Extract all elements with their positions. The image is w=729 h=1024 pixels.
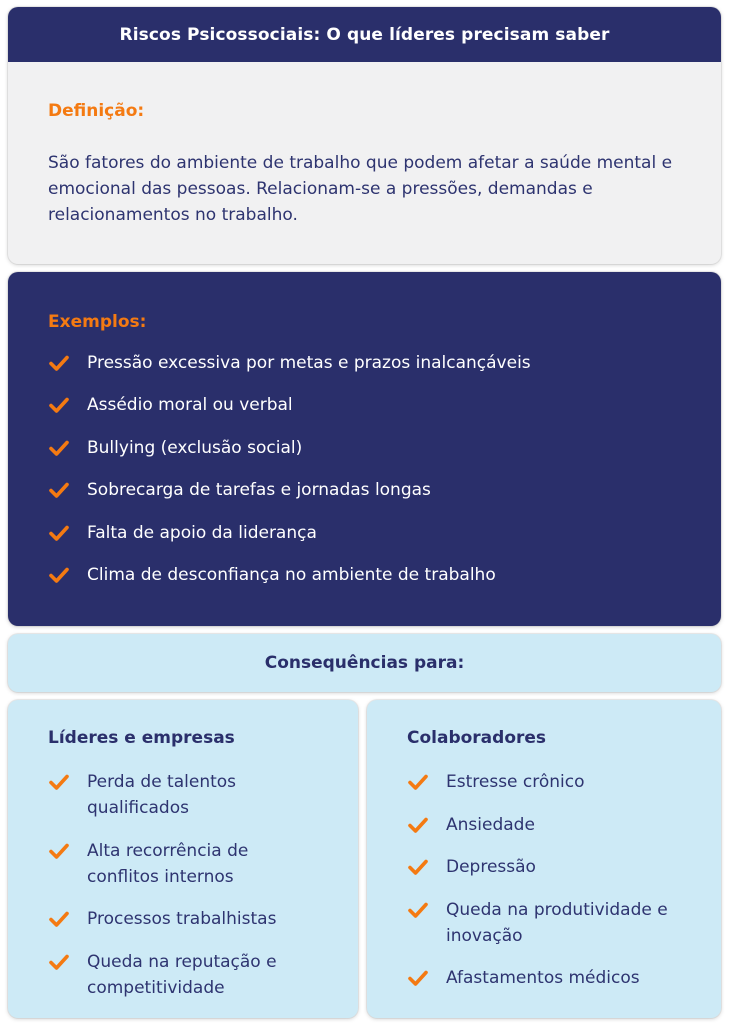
list-item <box>407 965 696 991</box>
consequences-title: Consequências para: <box>264 653 465 673</box>
leaders-item-label: Perda de talentos qualificados <box>87 772 237 818</box>
check-icon <box>407 899 429 921</box>
check-icon <box>48 564 70 586</box>
definition-title: Definição: <box>48 101 145 121</box>
list-item <box>48 769 287 821</box>
collaborators-item-label: Ansiedade <box>446 815 535 835</box>
leaders-card <box>8 700 358 1018</box>
list-item <box>48 352 531 374</box>
leaders-item-label: Processos trabalhistas <box>87 909 277 929</box>
example-label: Assédio moral ou verbal <box>87 395 293 415</box>
check-icon <box>407 814 429 836</box>
list-item <box>48 522 317 544</box>
consequences-header <box>8 634 721 692</box>
check-icon <box>48 394 70 416</box>
collaborators-item-label: Queda na produtividade e inovação <box>446 900 668 946</box>
example-label: Sobrecarga de tarefas e jornadas longas <box>87 480 431 500</box>
leaders-item-label: Alta recorrência de conflitos internos <box>87 841 249 887</box>
check-icon <box>48 479 70 501</box>
check-icon <box>48 352 70 374</box>
check-icon <box>48 908 70 930</box>
leaders-title: Líderes e empresas <box>48 728 235 748</box>
list-item <box>48 949 287 1001</box>
list-item <box>48 437 302 459</box>
page-title: Riscos Psicossociais: O que líderes precisam saber <box>8 7 721 62</box>
collaborators-title: Colaboradores <box>407 728 547 748</box>
list-item <box>407 769 696 795</box>
definition-text: São fatores do ambiente de trabalho que podem afetar a saúde mental e emocional das pessoas. Relacionam-se a pressões, demandas e relacionamentos no trabalho. <box>48 153 673 225</box>
example-label: Bullying (exclusão social) <box>87 438 303 458</box>
collaborators-item-label: Afastamentos médicos <box>446 968 640 988</box>
collaborators-item-label: Depressão <box>446 857 536 877</box>
examples-title: Exemplos: <box>48 312 147 332</box>
list-item <box>48 479 431 501</box>
leaders-item-label: Queda na reputação e competitividade <box>87 952 277 998</box>
check-icon <box>407 967 429 989</box>
check-icon <box>407 771 429 793</box>
collaborators-card <box>367 700 721 1018</box>
examples-card <box>8 272 721 626</box>
collaborators-item-label: Estresse crônico <box>446 772 585 792</box>
check-icon <box>48 840 70 862</box>
check-icon <box>48 951 70 973</box>
example-label: Pressão excessiva por metas e prazos inalcançáveis <box>87 353 531 373</box>
list-item <box>407 854 696 880</box>
check-icon <box>407 856 429 878</box>
check-icon <box>48 437 70 459</box>
example-label: Clima de desconfiança no ambiente de trabalho <box>87 565 496 585</box>
list-item <box>407 812 696 838</box>
list-item <box>407 897 696 949</box>
list-item <box>48 838 287 890</box>
check-icon <box>48 522 70 544</box>
list-item <box>48 394 293 416</box>
list-item <box>48 564 496 586</box>
list-item <box>48 906 327 932</box>
definition-card <box>8 7 721 264</box>
check-icon <box>48 771 70 793</box>
example-label: Falta de apoio da liderança <box>87 523 317 543</box>
